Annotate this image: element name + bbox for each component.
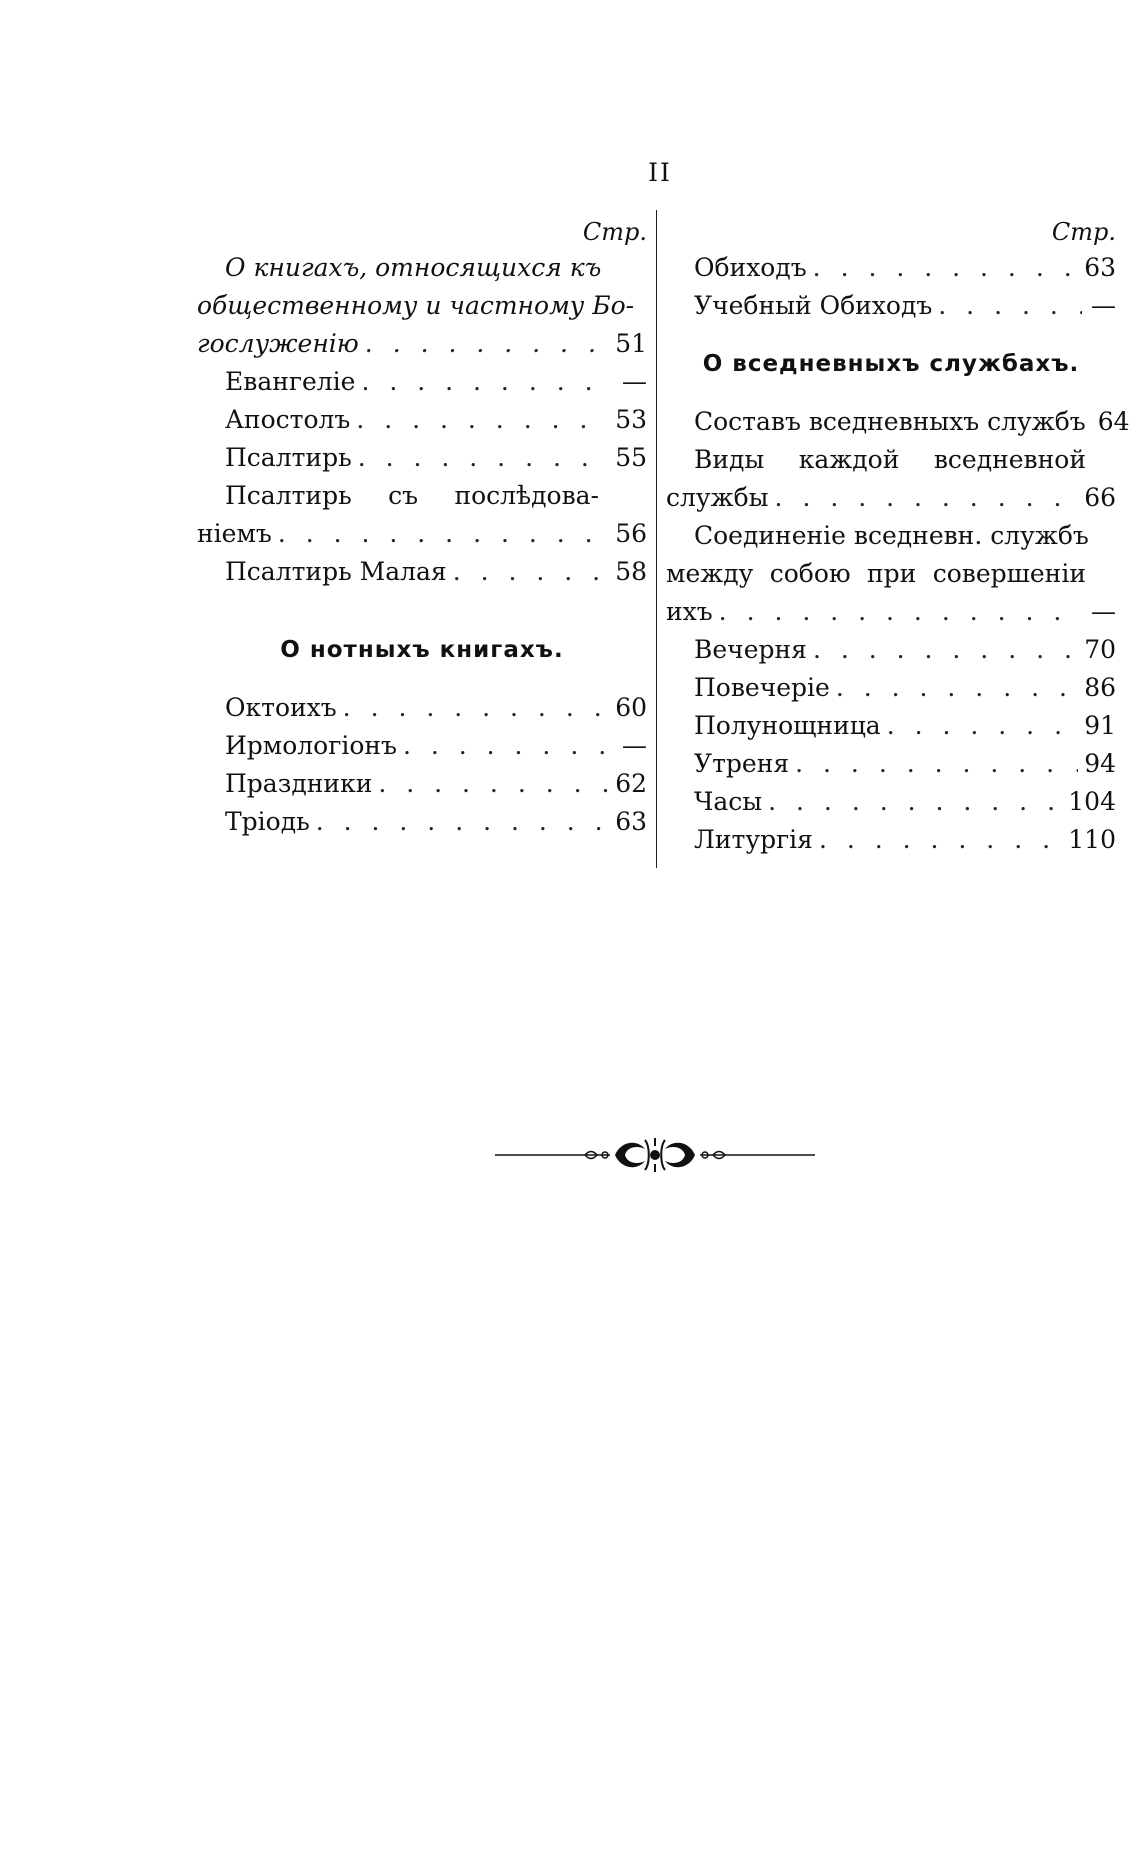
toc-entry-page: 66 [1084, 483, 1116, 512]
toc-entry-title: Учебный Обиходъ [694, 291, 933, 320]
toc-entry-page: 63 [615, 807, 647, 836]
leader-dots [365, 325, 609, 363]
leader-dots [343, 689, 610, 727]
toc-entry-page: 58 [615, 557, 647, 586]
toc-entry[interactable] [666, 631, 1116, 669]
toc-entry[interactable] [197, 401, 647, 439]
toc-entry-title: Литургія [694, 825, 813, 854]
fleuron-icon [495, 1130, 815, 1180]
section-heading: О нотныхъ книгахъ. [280, 637, 564, 663]
toc-entry-title: Утреня [694, 749, 790, 778]
page-column-label: Стр. [582, 218, 647, 246]
toc-entry-title: Повечеріе [694, 673, 830, 702]
toc-entry-page: — [1091, 597, 1116, 626]
leader-dots [278, 515, 609, 553]
page-column-label: Стр. [1051, 218, 1116, 246]
toc-entry-wrap-line: Соединеніе вседневн. службъ [694, 521, 1089, 550]
toc-entry[interactable] [666, 287, 1116, 325]
toc-entry-page: 60 [615, 693, 647, 722]
leader-dots [453, 553, 609, 591]
leader-dots [836, 669, 1078, 707]
toc-entry[interactable] [197, 515, 647, 553]
leader-dots [403, 727, 613, 765]
leader-dots [361, 363, 613, 401]
toc-intro-line-2: общественному и частному Бо- [197, 291, 635, 320]
toc-entry-title: ихъ [666, 597, 713, 626]
leader-dots [813, 631, 1078, 669]
leader-dots [938, 287, 1082, 325]
toc-entry[interactable] [666, 783, 1116, 821]
toc-entry[interactable] [197, 363, 647, 401]
toc-entry[interactable] [197, 689, 647, 727]
toc-entry-title: Праздники [225, 769, 373, 798]
toc-entry[interactable] [666, 249, 1116, 287]
toc-entry[interactable] [666, 403, 1130, 441]
toc-entry[interactable] [666, 479, 1116, 517]
toc-entry-page: — [1091, 291, 1116, 320]
toc-entry[interactable] [197, 727, 647, 765]
toc-entry[interactable] [666, 821, 1116, 859]
toc-entry-title: Апостолъ [225, 405, 351, 434]
toc-entry-title: Тріодь [225, 807, 310, 836]
toc-entry-page: 62 [615, 769, 647, 798]
toc-entry-page: 70 [1084, 635, 1116, 664]
toc-entry[interactable] [666, 707, 1116, 745]
toc-entry-page: 86 [1084, 673, 1116, 702]
toc-entry-page: 104 [1068, 787, 1116, 816]
toc-entry-title: Ирмологіонъ [225, 731, 397, 760]
toc-entry-wrap-line: Виды каждой вседневной [694, 445, 1086, 474]
toc-entry-page: 56 [615, 519, 647, 548]
toc-entry-title: Полунощница [694, 711, 881, 740]
toc-entry[interactable] [666, 745, 1116, 783]
toc-entry-title: Евангеліе [225, 367, 356, 396]
toc-entry[interactable] [197, 765, 647, 803]
toc-entry-page: 51 [615, 329, 647, 358]
leader-dots [813, 249, 1079, 287]
toc-entry-title: гослуженію [197, 329, 359, 358]
section-heading: О вседневныхъ службахъ. [702, 351, 1080, 377]
toc-entry-page: 63 [1084, 253, 1116, 282]
toc-entry-title: Вечерня [694, 635, 807, 664]
left-column [197, 215, 647, 841]
toc-entry[interactable] [666, 669, 1116, 707]
toc-entry-title: службы [666, 483, 769, 512]
leader-dots [768, 783, 1062, 821]
column-divider [656, 210, 657, 868]
toc-entry-page: 53 [615, 405, 647, 434]
leader-dots [775, 479, 1079, 517]
toc-entry-page: — [622, 367, 647, 396]
toc-entry[interactable] [197, 325, 647, 363]
toc-entry-page: 55 [615, 443, 647, 472]
leader-dots [719, 593, 1082, 631]
leader-dots [316, 803, 609, 841]
toc-entry-page: 91 [1084, 711, 1116, 740]
toc-entry-page: — [622, 731, 647, 760]
toc-entry-title: Составъ вседневныхъ службъ [694, 407, 1086, 436]
leader-dots [356, 401, 609, 439]
toc-entry[interactable] [666, 593, 1116, 631]
toc-entry-wrap-line: Псалтирь съ послѣдова- [225, 481, 599, 510]
toc-entry[interactable] [197, 553, 647, 591]
toc-entry-title: Октоихъ [225, 693, 337, 722]
toc-intro-line-1: О книгахъ, относящихся къ [225, 253, 602, 282]
toc-entry-page: 110 [1068, 825, 1116, 854]
leader-dots [378, 765, 609, 803]
leader-dots [358, 439, 609, 477]
toc-entry-title: Обиходъ [694, 253, 807, 282]
toc-entry-page: 94 [1084, 749, 1116, 778]
leader-dots [795, 745, 1078, 783]
leader-dots [887, 707, 1078, 745]
right-column [666, 215, 1130, 859]
leader-dots [819, 821, 1062, 859]
toc-entry-page: 64 [1097, 407, 1130, 436]
toc-entry-title: Часы [694, 787, 763, 816]
toc-entry-title: Псалтирь Малая [225, 557, 447, 586]
toc-entry-wrap-line: между собою при совершеніи [666, 559, 1086, 588]
toc-entry-title: ніемъ [197, 519, 272, 548]
page-number: II [648, 158, 672, 187]
toc-entry-title: Псалтирь [225, 443, 352, 472]
toc-entry[interactable] [197, 803, 647, 841]
toc-entry[interactable] [197, 439, 647, 477]
